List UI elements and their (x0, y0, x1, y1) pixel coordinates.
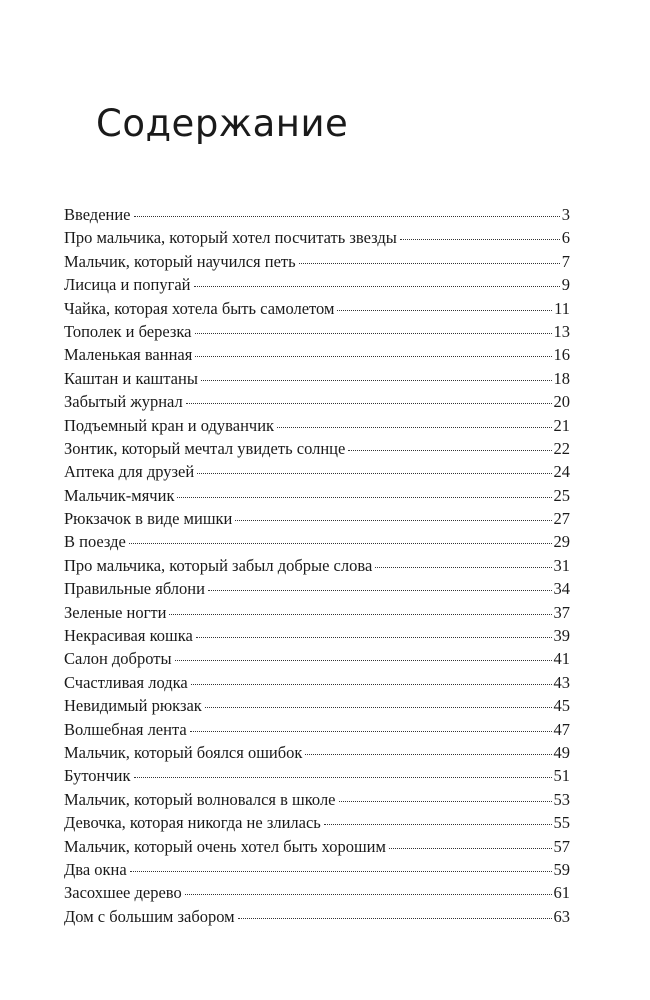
toc-entry[interactable] (64, 322, 570, 345)
dot-leader (305, 754, 551, 755)
toc-entry-title: Про мальчика, который хотел посчитать звезды (64, 228, 397, 248)
dot-leader (197, 473, 551, 474)
toc-entry[interactable] (64, 392, 570, 415)
dot-leader (337, 310, 552, 311)
dot-leader (205, 707, 552, 708)
toc-entry[interactable] (64, 883, 570, 906)
toc-entry-title: Подъемный кран и одуванчик (64, 415, 275, 435)
toc-entry[interactable] (64, 252, 570, 275)
toc-entry[interactable] (64, 673, 570, 696)
toc-entry-page-number: 13 (553, 321, 570, 341)
toc-entry-page-number: 43 (553, 672, 570, 692)
toc-entry-title: Волшебная лента (64, 719, 187, 739)
toc-entry-page-number: 41 (553, 649, 570, 669)
toc-entry[interactable] (64, 649, 570, 672)
toc-entry-page-number: 55 (553, 813, 570, 833)
toc-entry[interactable] (64, 603, 570, 626)
dot-leader (194, 286, 560, 287)
dot-leader (175, 660, 552, 661)
toc-entry-page-number: 20 (553, 392, 570, 412)
toc-entry-page-number: 49 (553, 742, 570, 762)
toc-entry-page-number: 6 (561, 228, 570, 248)
toc-entry-page-number: 37 (553, 602, 570, 622)
toc-entry[interactable] (64, 837, 570, 860)
toc-entry[interactable] (64, 696, 570, 719)
toc-entry-page-number: 18 (553, 368, 570, 388)
toc-entry[interactable] (64, 439, 570, 462)
toc-entry-page-number: 31 (553, 555, 570, 575)
toc-entry-title: Салон доброты (64, 649, 172, 669)
toc-entry-title: Чайка, которая хотела быть самолетом (64, 298, 335, 318)
toc-entry-title: Девочка, которая никогда не злилась (64, 813, 321, 833)
dot-leader (129, 543, 552, 544)
toc-entry-page-number: 34 (553, 579, 570, 599)
toc-entry[interactable] (64, 907, 570, 930)
dot-leader (389, 848, 552, 849)
dot-leader (190, 731, 552, 732)
dot-leader (186, 403, 552, 404)
dot-leader (196, 637, 552, 638)
toc-entry-page-number: 25 (553, 485, 570, 505)
page-title: Содержание (96, 102, 349, 145)
toc-entry[interactable] (64, 345, 570, 368)
toc-entry-title: Мальчик, который волновался в школе (64, 789, 336, 809)
toc-entry-page-number: 21 (553, 415, 570, 435)
toc-entry[interactable] (64, 766, 570, 789)
toc-entry-page-number: 63 (553, 906, 570, 926)
dot-leader (208, 590, 552, 591)
toc-entry-title: Мальчик, который боялся ошибок (64, 742, 303, 762)
toc-entry[interactable] (64, 579, 570, 602)
toc-entry-title: Невидимый рюкзак (64, 696, 202, 716)
toc-entry-title: Маленькая ванная (64, 345, 193, 365)
toc-entry-title: Правильные яблони (64, 579, 205, 599)
dot-leader (324, 824, 552, 825)
toc-entry-page-number: 9 (561, 275, 570, 295)
dot-leader (238, 918, 552, 919)
dot-leader (375, 567, 551, 568)
dot-leader (134, 216, 560, 217)
toc-entry-page-number: 3 (561, 205, 570, 224)
toc-entry-title: Мальчик, который очень хотел быть хорошим (64, 836, 386, 856)
toc-entry-page-number: 59 (553, 859, 570, 879)
dot-leader (130, 871, 552, 872)
toc-entry[interactable] (64, 720, 570, 743)
toc-entry-page-number: 7 (561, 251, 570, 271)
toc-entry-page-number: 16 (553, 345, 570, 365)
toc-entry-title: Бутончик (64, 766, 131, 786)
toc-entry[interactable] (64, 860, 570, 883)
dot-leader (339, 801, 552, 802)
toc-entry-page-number: 61 (553, 883, 570, 903)
dot-leader (185, 894, 552, 895)
toc-entry-page-number: 39 (553, 626, 570, 646)
dot-leader (195, 356, 551, 357)
dot-leader (191, 684, 552, 685)
toc-entry-title: Тополек и березка (64, 321, 192, 341)
toc-entry[interactable] (64, 299, 570, 322)
toc-entry[interactable] (64, 556, 570, 579)
toc-entry-title: Зонтик, который мечтал увидеть солнце (64, 438, 346, 458)
toc-entry-page-number: 27 (553, 509, 570, 529)
toc-entry-title: Про мальчика, который забыл добрые слова (64, 555, 373, 575)
toc-entry[interactable] (64, 275, 570, 298)
toc-entry-page-number: 51 (553, 766, 570, 786)
dot-leader (169, 614, 551, 615)
toc-entry[interactable] (64, 462, 570, 485)
toc-entry-page-number: 57 (553, 836, 570, 856)
dot-leader (299, 263, 560, 264)
dot-leader (235, 520, 551, 521)
toc-entry-page-number: 24 (553, 462, 570, 482)
toc-entry[interactable] (64, 743, 570, 766)
dot-leader (400, 239, 560, 240)
toc-entry-title: Каштан и каштаны (64, 368, 198, 388)
toc-entry-page-number: 22 (553, 438, 570, 458)
toc-entry-title: Введение (64, 205, 131, 224)
toc-entry[interactable] (64, 790, 570, 813)
toc-entry-page-number: 29 (553, 532, 570, 552)
toc-entry[interactable] (64, 416, 570, 439)
toc-entry[interactable] (64, 532, 570, 555)
toc-entry-title: Забытый журнал (64, 392, 183, 412)
toc-entry-title: В поезде (64, 532, 126, 552)
toc-entry-title: Мальчик, который научился петь (64, 251, 296, 271)
toc-entry[interactable] (64, 813, 570, 836)
toc-entry[interactable] (64, 205, 570, 228)
dot-leader (201, 380, 552, 381)
dot-leader (348, 450, 551, 451)
toc-entry[interactable] (64, 228, 570, 251)
toc-entry[interactable] (64, 509, 570, 532)
dot-leader (177, 497, 551, 498)
toc-entry-title: Аптека для друзей (64, 462, 195, 482)
toc-entry-title: Счастливая лодка (64, 672, 188, 692)
toc-entry-title: Засохшее дерево (64, 883, 182, 903)
toc-entry-page-number: 53 (553, 789, 570, 809)
toc-entry-page-number: 11 (554, 298, 570, 318)
toc-entry-title: Два окна (64, 859, 127, 879)
toc-entry-title: Рюкзачок в виде мишки (64, 509, 233, 529)
toc-entry[interactable] (64, 486, 570, 509)
table-of-contents (64, 205, 570, 930)
toc-entry-title: Зеленые ногти (64, 602, 167, 622)
toc-entry-title: Дом с большим забором (64, 906, 235, 926)
dot-leader (134, 777, 552, 778)
toc-entry-title: Лисица и попугай (64, 275, 191, 295)
toc-entry-page-number: 45 (553, 696, 570, 716)
toc-entry-page-number: 47 (553, 719, 570, 739)
dot-leader (277, 427, 551, 428)
toc-entry-title: Некрасивая кошка (64, 626, 193, 646)
toc-entry-title: Мальчик-мячик (64, 485, 175, 505)
toc-entry[interactable] (64, 369, 570, 392)
toc-entry[interactable] (64, 626, 570, 649)
dot-leader (195, 333, 552, 334)
